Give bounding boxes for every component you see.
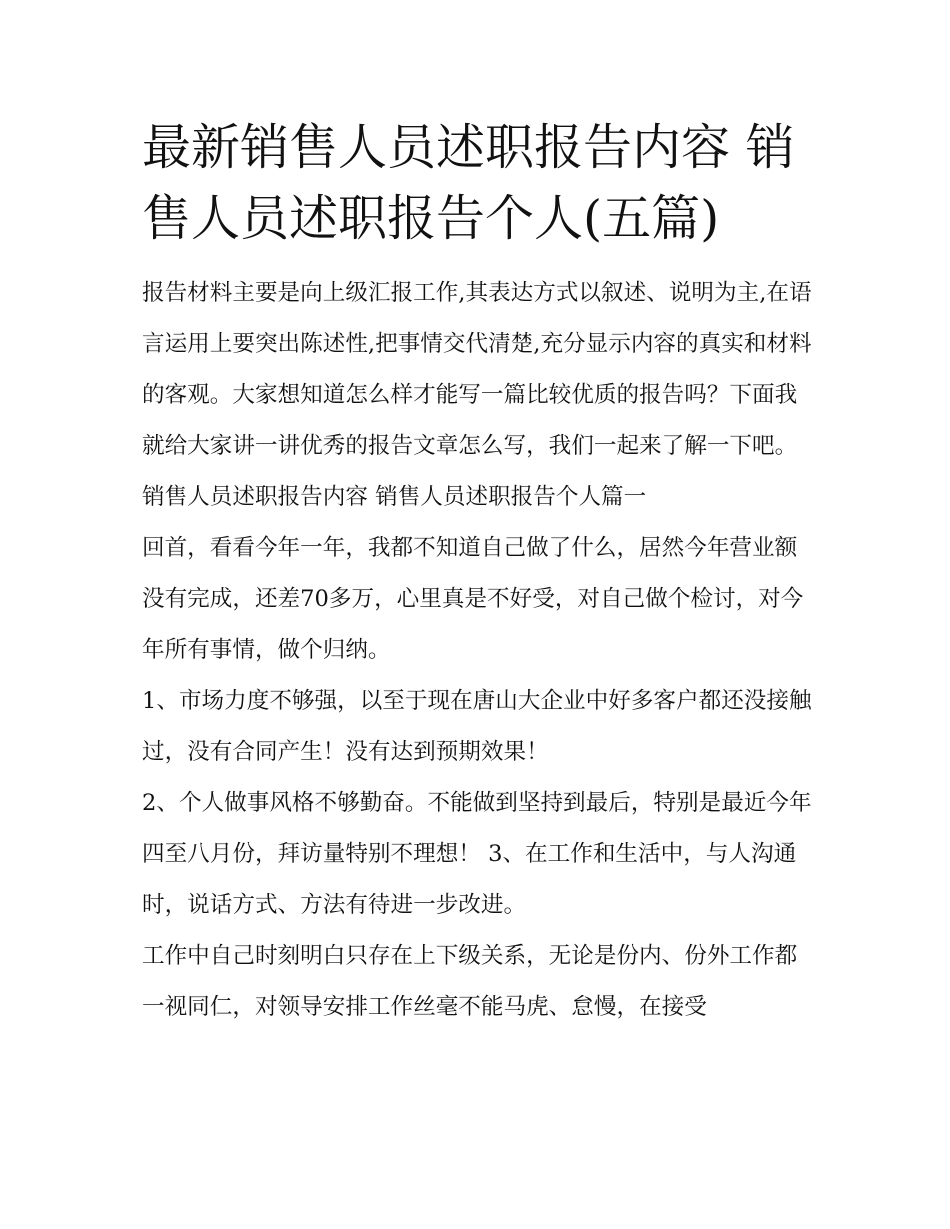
paragraph-review: 回首，看看今年一年，我都不知道自己做了什么，居然今年营业额没有完成，还差70多万，心里真是不好受，对自己做个检讨，对今年所有事情，做个归纳。: [142, 535, 804, 663]
paragraph-intro: 报告材料主要是向上级汇报工作,其表达方式以叙述、说明为主,在语言运用上要突出陈述性,把事情交代清楚,充分显示内容的真实和材料的客观。大家想知道怎么样才能写一篇比较优质的报告吗？下面我就给大家讲一讲优秀的报告文章怎么写，我们一起来了解一下吧。: [142, 280, 812, 459]
document-title: 最新销售人员述职报告内容 销售人员述职报告个人(五篇): [142, 119, 795, 247]
paragraph-point-2-3: 2、个人做事风格不够勤奋。不能做到坚持到最后，特别是最近今年四至八月份，拜访量特别不理想！ 3、在工作和生活中，与人沟通时，说话方式、方法有待进一步改进。: [142, 790, 812, 918]
paragraph-section-heading: 销售人员述职报告内容 销售人员述职报告个人篇一: [142, 484, 647, 510]
paragraph-point-1: 1、市场力度不够强，以至于现在唐山大企业中好多客户都还没接触过，没有合同产生！没有达到预期效果！: [142, 688, 812, 765]
document-page: [142, 112, 814, 1033]
paragraph-work-attitude: 工作中自己时刻明白只存在上下级关系，无论是份内、份外工作都一视同仁，对领导安排工作丝毫不能马虎、怠慢，在接受: [142, 943, 798, 1020]
